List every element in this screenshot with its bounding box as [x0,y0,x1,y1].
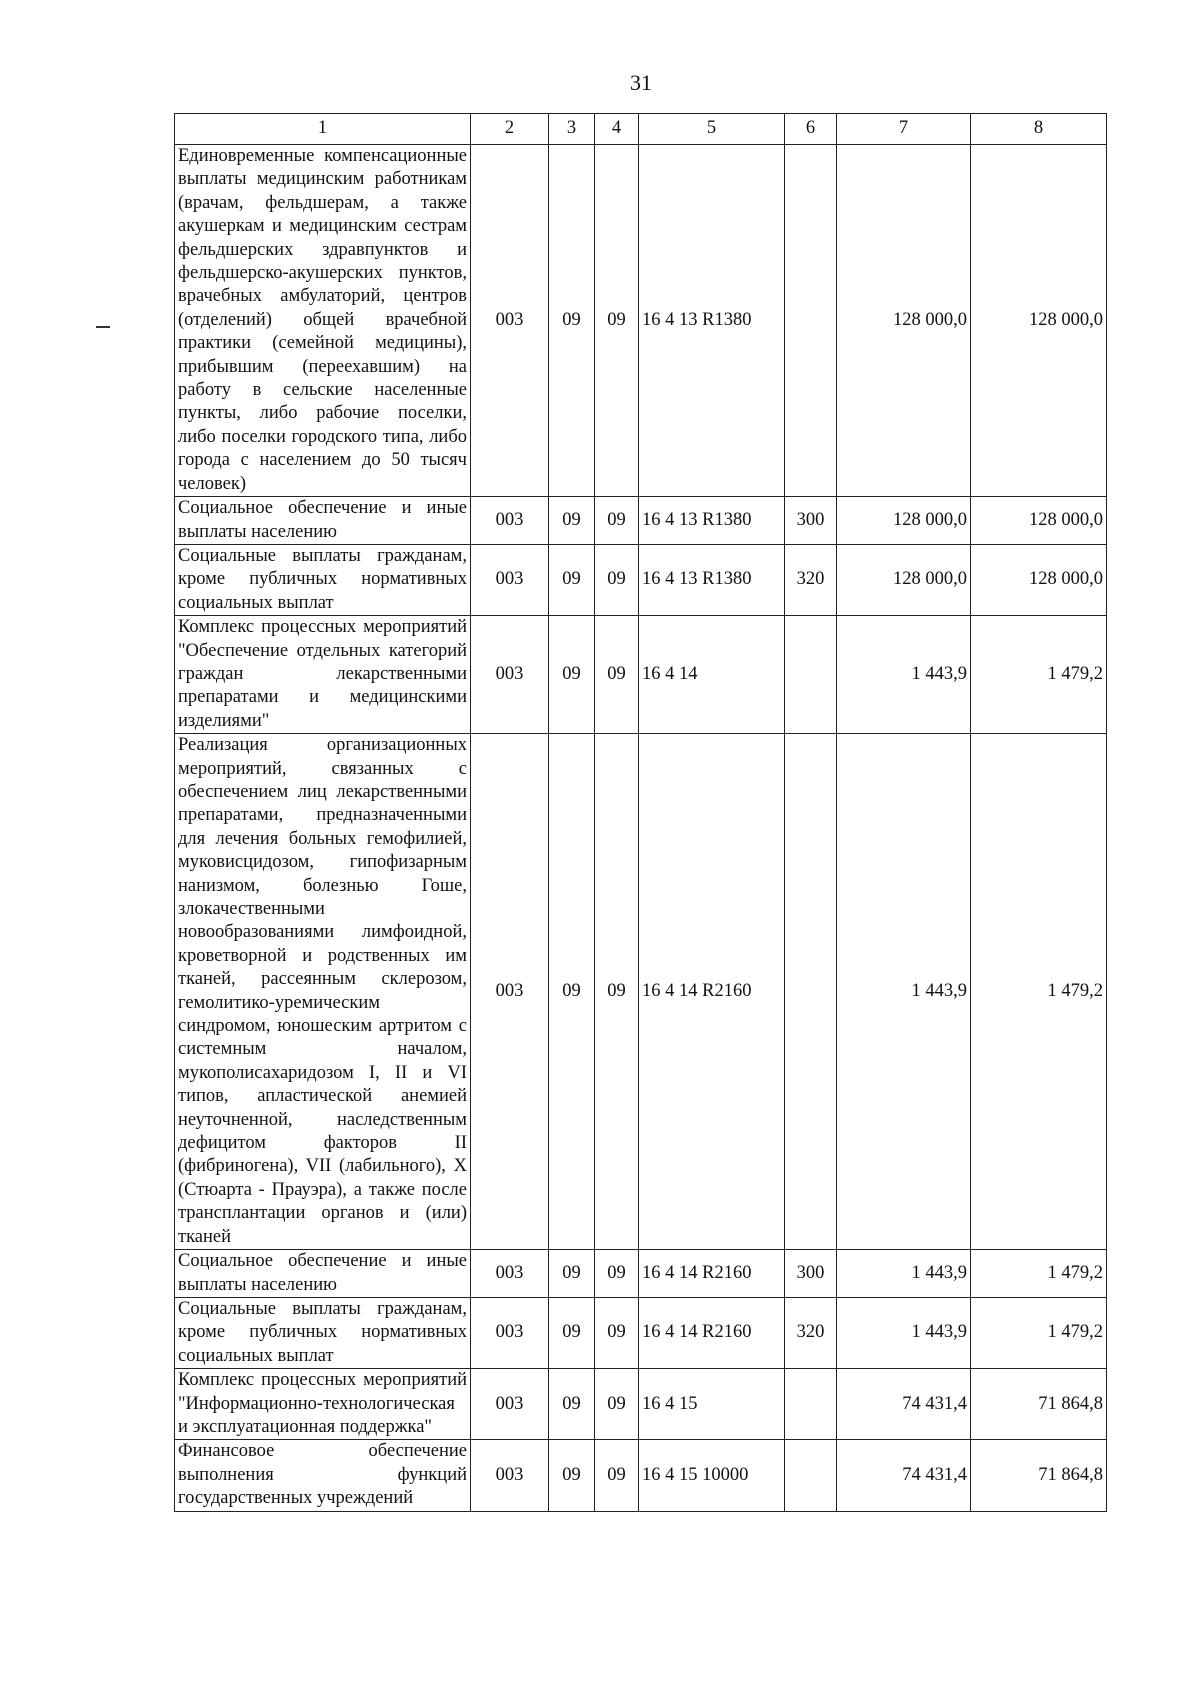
table-row [175,497,1107,545]
table-row [175,145,1107,497]
table-row [175,1440,1107,1511]
row-ministry-code: 003 [471,734,549,1250]
row-ministry-code: 003 [471,1297,549,1368]
row-ministry-code: 003 [471,1440,549,1511]
table-row [175,734,1107,1250]
header-col-6: 6 [785,114,837,145]
table-row [175,1369,1107,1440]
table-row [175,616,1107,734]
row-amount-col8: 71 864,8 [971,1369,1107,1440]
row-subsection-code: 09 [595,1297,639,1368]
row-target-article: 16 4 14 R2160 [639,1250,785,1298]
row-amount-col8: 71 864,8 [971,1440,1107,1511]
row-ministry-code: 003 [471,544,549,615]
row-amount-col7: 1 443,9 [837,616,971,734]
header-col-4: 4 [595,114,639,145]
row-expense-type [785,1440,837,1511]
row-section-code: 09 [549,1369,595,1440]
table-row [175,1250,1107,1298]
row-section-code: 09 [549,1297,595,1368]
row-subsection-code: 09 [595,544,639,615]
row-target-article: 16 4 15 [639,1369,785,1440]
row-ministry-code: 003 [471,497,549,545]
row-amount-col7: 74 431,4 [837,1369,971,1440]
row-target-article: 16 4 14 [639,616,785,734]
table-row [175,1297,1107,1368]
table-row [175,544,1107,615]
row-expense-type: 300 [785,497,837,545]
row-name: Комплекс процессных мероприятий "Обеспечение отдельных категорий граждан лекарственными препаратами и медицинскими изделиями" [175,616,471,734]
budget-table [174,113,1107,1512]
row-amount-col8: 128 000,0 [971,145,1107,497]
row-ministry-code: 003 [471,1369,549,1440]
row-section-code: 09 [549,734,595,1250]
row-name: Единовременные компенсационные выплаты медицинским работникам (врачам, фельдшерам, а также акушеркам и медицинским сестрам фельдшерских здравпунктов и фельдшерско-акушерских пунктов, врачебных амбулаторий, центров (отделений) общей врачебной практики (семейной медицины), прибывшим (переехавшим) на работу в сельские населенные пункты, либо рабочие поселки, либо поселки городского типа, либо города с населением до 50 тысяч человек) [175,145,471,497]
row-subsection-code: 09 [595,145,639,497]
row-subsection-code: 09 [595,497,639,545]
row-target-article: 16 4 13 R1380 [639,145,785,497]
row-target-article: 16 4 13 R1380 [639,544,785,615]
row-amount-col8: 1 479,2 [971,1250,1107,1298]
row-target-article: 16 4 13 R1380 [639,497,785,545]
row-amount-col7: 1 443,9 [837,1297,971,1368]
row-ministry-code: 003 [471,145,549,497]
row-expense-type [785,1369,837,1440]
row-amount-col7: 1 443,9 [837,1250,971,1298]
scan-margin-mark [96,326,110,328]
header-col-1: 1 [175,114,471,145]
row-subsection-code: 09 [595,616,639,734]
header-col-3: 3 [549,114,595,145]
row-amount-col8: 128 000,0 [971,497,1107,545]
row-expense-type [785,734,837,1250]
row-expense-type [785,145,837,497]
row-amount-col8: 128 000,0 [971,544,1107,615]
header-col-8: 8 [971,114,1107,145]
row-name: Социальное обеспечение и иные выплаты населению [175,1250,471,1298]
table-header-row [175,114,1107,145]
row-amount-col8: 1 479,2 [971,616,1107,734]
row-target-article: 16 4 14 R2160 [639,734,785,1250]
row-name: Социальные выплаты гражданам, кроме публичных нормативных социальных выплат [175,1297,471,1368]
row-expense-type [785,616,837,734]
row-target-article: 16 4 14 R2160 [639,1297,785,1368]
row-name: Социальное обеспечение и иные выплаты населению [175,497,471,545]
row-section-code: 09 [549,1440,595,1511]
header-col-5: 5 [639,114,785,145]
row-amount-col8: 1 479,2 [971,734,1107,1250]
header-col-2: 2 [471,114,549,145]
row-section-code: 09 [549,145,595,497]
row-section-code: 09 [549,544,595,615]
row-amount-col7: 128 000,0 [837,145,971,497]
row-name: Комплекс процессных мероприятий "Информационно-технологическая и эксплуатационная поддержка" [175,1369,471,1440]
row-expense-type: 320 [785,544,837,615]
header-col-7: 7 [837,114,971,145]
row-amount-col7: 74 431,4 [837,1440,971,1511]
row-subsection-code: 09 [595,1369,639,1440]
row-expense-type: 300 [785,1250,837,1298]
row-amount-col7: 128 000,0 [837,544,971,615]
row-ministry-code: 003 [471,1250,549,1298]
row-subsection-code: 09 [595,734,639,1250]
row-name: Финансовое обеспечение выполнения функций государственных учреждений [175,1440,471,1511]
row-section-code: 09 [549,497,595,545]
row-target-article: 16 4 15 10000 [639,1440,785,1511]
row-name: Реализация организационных мероприятий, связанных с обеспечением лиц лекарственными препаратами, предназначенными для лечения больных гемофилией, муковисцидозом, гипофизарным нанизмом, болезнью Гоше, злокачественными новообразованиями лимфоидной, кроветворной и родственных им тканей, рассеянным склерозом, гемолитико-уремическим синдромом, юношеским артритом с системным началом, мукополисахаридозом I, II и VI типов, апластической анемией неуточненной, наследственным дефицитом факторов II (фибриногена), VII (лабильного), X (Стюарта - Прауэра), а также после трансплантации органов и (или) тканей [175,734,471,1250]
row-subsection-code: 09 [595,1440,639,1511]
row-amount-col8: 1 479,2 [971,1297,1107,1368]
row-amount-col7: 1 443,9 [837,734,971,1250]
row-section-code: 09 [549,616,595,734]
row-ministry-code: 003 [471,616,549,734]
row-name: Социальные выплаты гражданам, кроме публичных нормативных социальных выплат [175,544,471,615]
page-number: 31 [630,70,652,95]
row-amount-col7: 128 000,0 [837,497,971,545]
row-section-code: 09 [549,1250,595,1298]
row-expense-type: 320 [785,1297,837,1368]
row-subsection-code: 09 [595,1250,639,1298]
